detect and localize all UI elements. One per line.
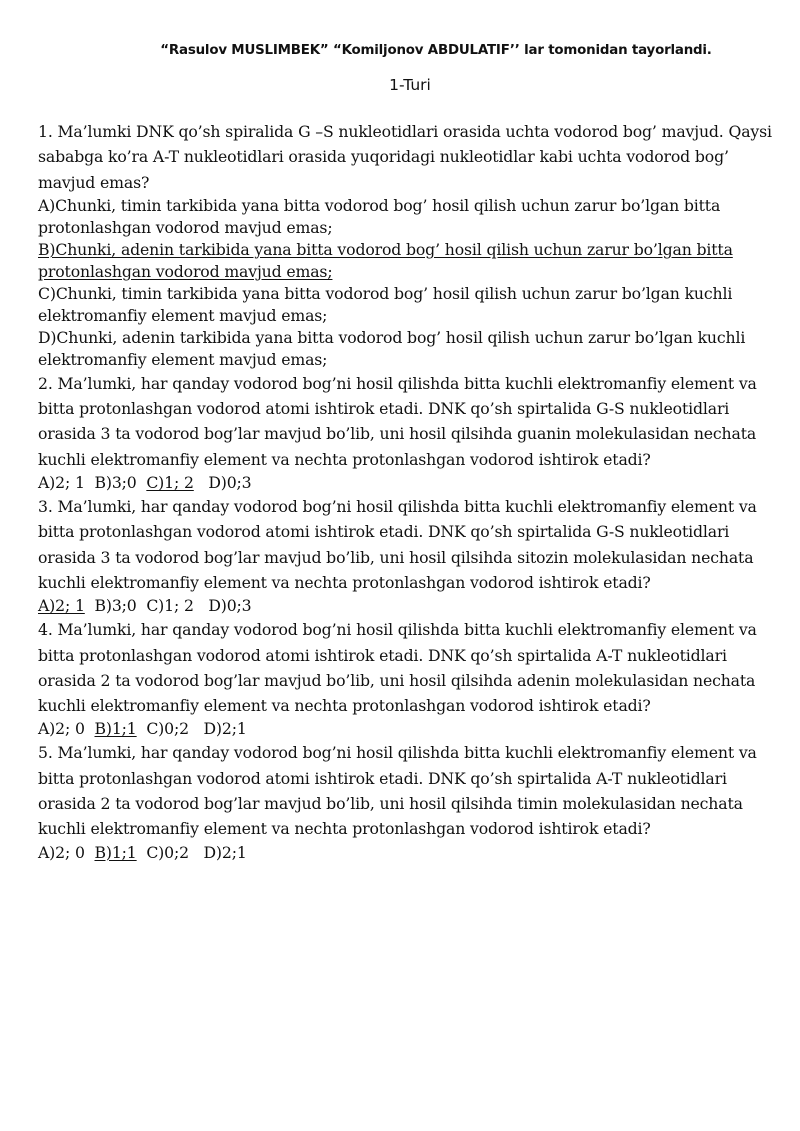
question-3-option-a: A)2; 1 — [38, 596, 85, 616]
question-4-option-d: D)2;1 — [203, 719, 247, 739]
question-3-options — [38, 595, 783, 617]
question-3-text: 3. Ma’lumki, har qanday vodorod bog’ni hosil qilishda bitta kuchli elektromanfiy element va bitta protonlashgan vodorod atomi ishtirok etadi. DNK qo’sh spirtalida G-S nukleotidlari orasida 3 ta vodorod bog’lar mavjud bo’lib, uni hosil qilsihda sitozin molekulasidan nechata kuchli elektromanfiy element va nechta protonlashgan vodorod ishtirok etadi? — [38, 497, 757, 592]
question-2-options — [38, 472, 783, 494]
variant-title: 1-Turi — [389, 76, 431, 94]
question-2-text: 2. Ma’lumki, har qanday vodorod bog’ni hosil qilishda bitta kuchli elektromanfiy element va bitta protonlashgan vodorod atomi ishtirok etadi. DNK qo’sh spirtalida G-S nukleotidlari orasida 3 ta vodorod bog’lar mavjud bo’lib, uni hosil qilsihda guanin molekulasidan nechata kuchli elektromanfiy element va nechta protonlashgan vodorod ishtirok etadi? — [38, 373, 757, 469]
question-4-option-b: B)1;1 — [94, 719, 137, 739]
question-1-option-b: B)Chunki, adenin tarkibida yana bitta vodorod bog’ hosil qilish uchun zarur bo’lgan bitta protonlashgan vodorod mavjud emas; — [38, 239, 733, 281]
question-2-option-b: B)3;0 — [94, 473, 137, 493]
question-2-option-d: D)0;3 — [208, 473, 252, 493]
question-1-option-b-wrap — [38, 239, 783, 283]
question-list — [38, 119, 783, 864]
question-2-option-c: C)1; 2 — [146, 473, 194, 493]
question-5-option-c: C)0;2 — [146, 842, 189, 862]
question-5-option-d: D)2;1 — [203, 842, 247, 862]
question-5-option-b: B)1;1 — [94, 842, 137, 862]
question-4-option-c: C)0;2 — [146, 719, 189, 739]
question-1-option-c: C)Chunki, timin tarkibida yana bitta vodorod bog’ hosil qilish uchun zarur bo’lgan kuchli elektromanfiy element mavjud emas; — [38, 283, 733, 325]
question-5-text: 5. Ma’lumki, har qanday vodorod bog’ni hosil qilishda bitta kuchli elektromanfiy element va bitta protonlashgan vodorod atomi ishtirok etadi. DNK qo’sh spirtalida A-T nukleotidlari orasida 2 ta vodorod bog’lar mavjud bo’lib, uni hosil qilsihda timin molekulasidan nechata kuchli elektromanfiy element va nechta protonlashgan vodorod ishtirok etadi? — [38, 743, 757, 839]
question-5-options — [38, 842, 783, 864]
question-1-text: 1. Ma’lumki DNK qo’sh spiralida G –S nukleotidlari orasida uchta vodorod bog’ mavjud. Qaysi sababga ko’ra A-T nukleotidlari orasida yuqoridagi nukleotidlar kabi uchta vodorod bog’ mavjud emas? — [38, 122, 772, 192]
question-1-option-d: D)Chunki, adenin tarkibida yana bitta vodorod bog’ hosil qilish uchun zarur bo’lgan kuchli elektromanfiy element mavjud emas; — [38, 327, 746, 369]
question-3-option-c: C)1; 2 — [146, 596, 194, 616]
author-header: “Rasulov MUSLIMBEK” “Komiljonov ABDULATIF’’ lar tomonidan tayorlandi. — [160, 43, 712, 58]
question-3-option-b: B)3;0 — [94, 596, 137, 616]
question-4-option-a: A)2; 0 — [38, 719, 85, 739]
question-4-options — [38, 718, 783, 740]
question-2-option-a: A)2; 1 — [38, 473, 85, 493]
question-5-option-a: A)2; 0 — [38, 842, 85, 862]
question-3-option-d: D)0;3 — [208, 596, 252, 616]
question-1-option-a: A)Chunki, timin tarkibida yana bitta vodorod bog’ hosil qilish uchun zarur bo’lgan bitta protonlashgan vodorod mavjud emas; — [38, 195, 721, 237]
question-4-text: 4. Ma’lumki, har qanday vodorod bog’ni hosil qilishda bitta kuchli elektromanfiy element va bitta protonlashgan vodorod atomi ishtirok etadi. DNK qo’sh spirtalida A-T nukleotidlari orasida 2 ta vodorod bog’lar mavjud bo’lib, uni hosil qilsihda adenin molekulasidan nechata kuchli elektromanfiy element va nechta protonlashgan vodorod ishtirok etadi? — [38, 620, 757, 716]
